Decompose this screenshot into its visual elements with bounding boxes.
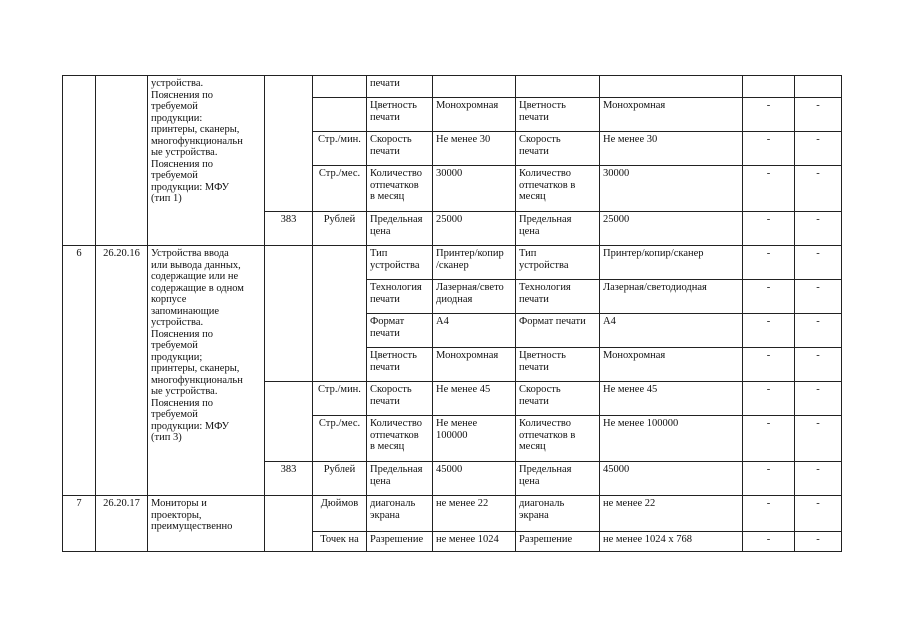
characteristic-name-2: диагональ экрана bbox=[516, 496, 600, 532]
function-cell: - bbox=[795, 532, 842, 552]
function-cell: - bbox=[795, 416, 842, 462]
justification-cell bbox=[743, 76, 795, 98]
characteristic-name-2: Тип устройства bbox=[516, 246, 600, 280]
row-number-cell: 6 bbox=[63, 246, 96, 496]
unit-name-cell: Стр./мин. bbox=[313, 382, 367, 416]
characteristic-value: Не менее 30 bbox=[433, 132, 516, 166]
characteristic-value: 30000 bbox=[433, 166, 516, 212]
characteristic-value-2: А4 bbox=[600, 314, 743, 348]
characteristic-name: Разрешение bbox=[367, 532, 433, 552]
characteristic-value: не менее 1024 bbox=[433, 532, 516, 552]
characteristic-name-2: Цветность печати bbox=[516, 98, 600, 132]
function-cell: - bbox=[795, 98, 842, 132]
characteristic-value-2: Монохромная bbox=[600, 98, 743, 132]
characteristic-value-2: 30000 bbox=[600, 166, 743, 212]
characteristic-value-2: Лазерная/светодиодная bbox=[600, 280, 743, 314]
justification-cell: - bbox=[743, 132, 795, 166]
unit-name-cell: Стр./мес. bbox=[313, 416, 367, 462]
characteristic-value: Принтер/копир /сканер bbox=[433, 246, 516, 280]
characteristic-value: 45000 bbox=[433, 462, 516, 496]
okpd-code-cell: 26.20.16 bbox=[96, 246, 148, 496]
characteristic-name: Количество отпечатков в месяц bbox=[367, 166, 433, 212]
characteristic-name: Скорость печати bbox=[367, 132, 433, 166]
function-cell: - bbox=[795, 382, 842, 416]
product-description: Мониторы и проекторы, преимущественно bbox=[148, 496, 265, 552]
unit-name-cell bbox=[313, 98, 367, 132]
justification-cell: - bbox=[743, 166, 795, 212]
row-number-cell: 7 bbox=[63, 496, 96, 552]
function-cell: - bbox=[795, 166, 842, 212]
characteristic-value-2: Монохромная bbox=[600, 348, 743, 382]
characteristic-name: Цветность печати bbox=[367, 348, 433, 382]
characteristic-value-2: Не менее 30 bbox=[600, 132, 743, 166]
function-cell: - bbox=[795, 280, 842, 314]
justification-cell: - bbox=[743, 532, 795, 552]
characteristic-name: Скорость печати bbox=[367, 382, 433, 416]
unit-code-cell bbox=[265, 496, 313, 552]
characteristic-value: Лазерная/свето диодная bbox=[433, 280, 516, 314]
function-cell: - bbox=[795, 314, 842, 348]
justification-cell: - bbox=[743, 416, 795, 462]
characteristic-name: Предельная цена bbox=[367, 212, 433, 246]
unit-code-cell bbox=[265, 76, 313, 212]
characteristic-name: печати bbox=[367, 76, 433, 98]
characteristic-value: Не менее 100000 bbox=[433, 416, 516, 462]
characteristic-name-2: Скорость печати bbox=[516, 132, 600, 166]
unit-name-cell: Точек на bbox=[313, 532, 367, 552]
unit-name-cell bbox=[313, 246, 367, 382]
justification-cell: - bbox=[743, 496, 795, 532]
characteristic-value: Монохромная bbox=[433, 348, 516, 382]
characteristic-name-2: Формат печати bbox=[516, 314, 600, 348]
characteristic-value-2: не менее 1024 х 768 bbox=[600, 532, 743, 552]
table-row bbox=[63, 496, 842, 532]
characteristic-value-2: 45000 bbox=[600, 462, 743, 496]
characteristic-name: Технология печати bbox=[367, 280, 433, 314]
characteristic-name: Предельная цена bbox=[367, 462, 433, 496]
okpd-code-cell: 26.20.17 bbox=[96, 496, 148, 552]
characteristic-value: Не менее 45 bbox=[433, 382, 516, 416]
characteristic-value: 25000 bbox=[433, 212, 516, 246]
unit-name-cell: Стр./мин. bbox=[313, 132, 367, 166]
characteristic-name: Тип устройства bbox=[367, 246, 433, 280]
unit-name-cell: Дюймов bbox=[313, 496, 367, 532]
characteristic-value-2 bbox=[600, 76, 743, 98]
characteristic-value-2: не менее 22 bbox=[600, 496, 743, 532]
function-cell: - bbox=[795, 132, 842, 166]
characteristic-name-2: Предельная цена bbox=[516, 212, 600, 246]
characteristic-name: Цветность печати bbox=[367, 98, 433, 132]
table-row bbox=[63, 76, 842, 98]
justification-cell: - bbox=[743, 314, 795, 348]
justification-cell: - bbox=[743, 280, 795, 314]
function-cell: - bbox=[795, 462, 842, 496]
unit-name-cell bbox=[313, 76, 367, 98]
characteristic-name-2: Количество отпечатков в месяц bbox=[516, 166, 600, 212]
characteristic-value: А4 bbox=[433, 314, 516, 348]
characteristic-name-2 bbox=[516, 76, 600, 98]
characteristic-value: не менее 22 bbox=[433, 496, 516, 532]
characteristic-name: Количество отпечатков в месяц bbox=[367, 416, 433, 462]
function-cell: - bbox=[795, 212, 842, 246]
characteristic-name-2: Скорость печати bbox=[516, 382, 600, 416]
characteristic-value bbox=[433, 76, 516, 98]
justification-cell: - bbox=[743, 246, 795, 280]
requirements-table bbox=[62, 75, 842, 552]
justification-cell: - bbox=[743, 98, 795, 132]
function-cell: - bbox=[795, 348, 842, 382]
product-description: Устройства ввода или вывода данных, содержащие или не содержащие в одном корпусе запоминающие устройства. Пояснения по требуемой продукции; принтеры, сканеры, многофункциональн ые устройства. Пояснения по требуемой продукции: МФУ (тип 3) bbox=[148, 246, 265, 496]
characteristic-name-2: Количество отпечатков в месяц bbox=[516, 416, 600, 462]
function-cell: - bbox=[795, 496, 842, 532]
characteristic-value-2: 25000 bbox=[600, 212, 743, 246]
characteristic-value: Монохромная bbox=[433, 98, 516, 132]
characteristic-name-2: Предельная цена bbox=[516, 462, 600, 496]
row-number-cell bbox=[63, 76, 96, 246]
characteristic-value-2: Не менее 45 bbox=[600, 382, 743, 416]
unit-code-cell: 383 bbox=[265, 462, 313, 496]
unit-name-cell: Рублей bbox=[313, 462, 367, 496]
unit-code-cell bbox=[265, 382, 313, 462]
characteristic-value-2: Принтер/копир/сканер bbox=[600, 246, 743, 280]
characteristic-name: Формат печати bbox=[367, 314, 433, 348]
justification-cell: - bbox=[743, 348, 795, 382]
function-cell: - bbox=[795, 246, 842, 280]
product-description: устройства. Пояснения по требуемой продукции: принтеры, сканеры, многофункциональн ые устройства. Пояснения по требуемой продукции: МФУ (тип 1) bbox=[148, 76, 265, 246]
characteristic-name-2: Разрешение bbox=[516, 532, 600, 552]
characteristic-value-2: Не менее 100000 bbox=[600, 416, 743, 462]
justification-cell: - bbox=[743, 462, 795, 496]
characteristic-name-2: Цветность печати bbox=[516, 348, 600, 382]
characteristic-name-2: Технология печати bbox=[516, 280, 600, 314]
characteristic-name: диагональ экрана bbox=[367, 496, 433, 532]
justification-cell: - bbox=[743, 382, 795, 416]
unit-code-cell: 383 bbox=[265, 212, 313, 246]
table-row bbox=[63, 246, 842, 280]
unit-name-cell: Стр./мес. bbox=[313, 166, 367, 212]
function-cell bbox=[795, 76, 842, 98]
unit-code-cell bbox=[265, 246, 313, 382]
okpd-code-cell bbox=[96, 76, 148, 246]
unit-name-cell: Рублей bbox=[313, 212, 367, 246]
justification-cell: - bbox=[743, 212, 795, 246]
